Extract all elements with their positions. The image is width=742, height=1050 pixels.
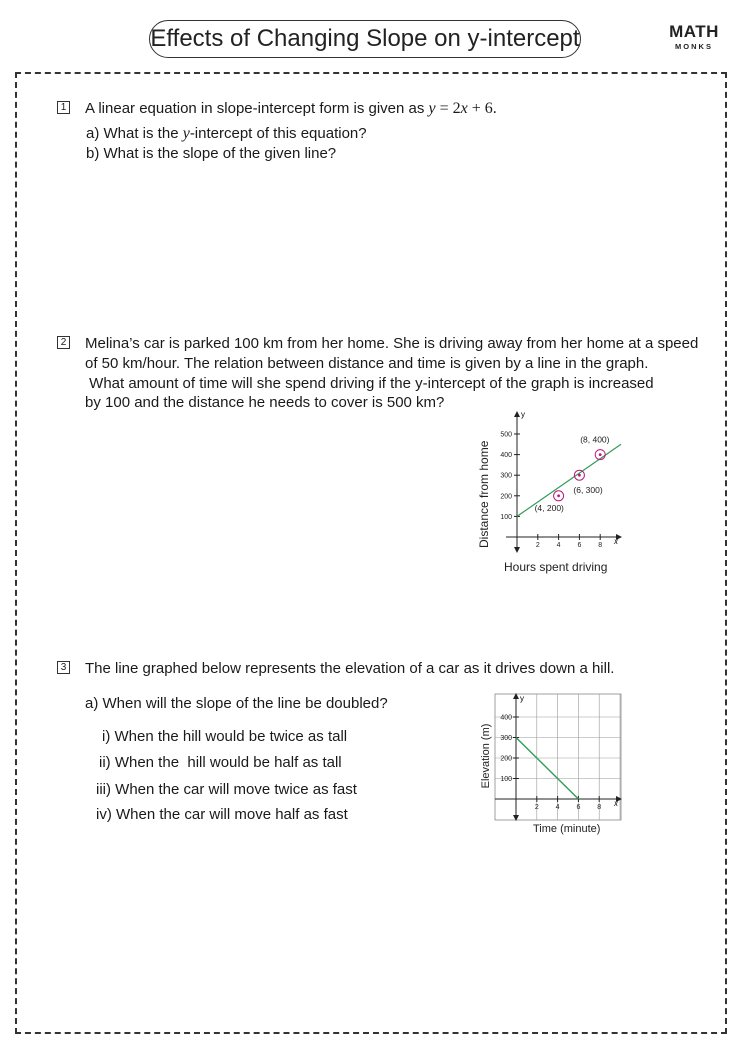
x-axis-label: Hours spent driving bbox=[504, 560, 608, 574]
y-axis-arrow bbox=[514, 411, 520, 417]
x-tick-label: 6 bbox=[577, 542, 582, 549]
logo-text-top: MATH bbox=[669, 22, 719, 41]
y-tick-label: 300 bbox=[500, 735, 512, 742]
y-axis-label: Elevation (m) bbox=[480, 723, 492, 789]
x-axis-name: x bbox=[614, 537, 618, 546]
y-tick-label: 300 bbox=[500, 472, 512, 480]
data-point bbox=[578, 474, 581, 477]
question-1-intro: A linear equation in slope-intercept form is given as bbox=[85, 100, 425, 117]
question-1b: b) What is the slope of the given line? bbox=[86, 145, 337, 162]
question-3a: a) When will the slope of the line be doubled? bbox=[85, 695, 388, 712]
data-point-label: (8, 400) bbox=[580, 434, 610, 445]
x-tick-label: 6 bbox=[576, 804, 581, 811]
question-2-line: of 50 km/hour. The relation between distance and time is given by a line in the graph. bbox=[85, 355, 649, 372]
x-tick-label: 4 bbox=[556, 542, 561, 549]
elevation-line bbox=[516, 738, 578, 800]
y-axis-name: y bbox=[520, 694, 524, 703]
y-axis-name: y bbox=[521, 410, 525, 419]
option-item: iv) When the car will move half as fast bbox=[96, 806, 348, 823]
y-tick-label: 400 bbox=[500, 714, 512, 722]
question-2-line: What amount of time will she spend driving if the y-intercept of the graph is increased bbox=[85, 375, 654, 392]
x-tick-label: 8 bbox=[597, 804, 602, 811]
x-tick-label: 8 bbox=[598, 542, 603, 549]
elevation-time-graph bbox=[475, 688, 635, 838]
question-2-line: Melina’s car is parked 100 km from her home. She is driving away from her home at a speed bbox=[85, 335, 699, 352]
y-tick-label: 400 bbox=[500, 452, 512, 460]
y-tick-label: 500 bbox=[500, 431, 512, 439]
distance-time-graph bbox=[470, 408, 630, 578]
question-1-number: 1 bbox=[57, 101, 70, 114]
question-3-number: 3 bbox=[57, 661, 70, 674]
y-tick-label: 100 bbox=[500, 513, 512, 521]
question-3-intro: The line graphed below represents the elevation of a car as it drives down a hill. bbox=[85, 660, 615, 677]
question-1-equation: y = 2x + 6. bbox=[428, 100, 497, 117]
option-item: iii) When the car will move twice as fast bbox=[96, 781, 357, 798]
option-item: ii) When the hill would be half as tall bbox=[99, 754, 342, 771]
data-point-label: (6, 300) bbox=[573, 485, 603, 496]
y-tick-label: 200 bbox=[500, 755, 512, 763]
x-tick-label: 2 bbox=[534, 804, 539, 811]
question-1a: a) What is the y-intercept of this equation? bbox=[86, 125, 367, 142]
question-2-line: by 100 and the distance he needs to cover is 500 km? bbox=[85, 394, 445, 411]
y-tick-label: 100 bbox=[500, 776, 512, 783]
page-title: Effects of Changing Slope on y-intercept bbox=[149, 20, 581, 58]
question-2-number: 2 bbox=[57, 336, 70, 349]
data-point bbox=[599, 453, 602, 456]
question-1-text bbox=[85, 99, 497, 118]
x-axis-name: x bbox=[614, 799, 618, 808]
x-tick-label: 2 bbox=[535, 542, 540, 549]
y-axis-arrow-bottom bbox=[514, 547, 520, 553]
y-axis-label: Distance from home bbox=[477, 440, 491, 548]
x-tick-label: 4 bbox=[555, 804, 560, 811]
data-point-label: (4, 200) bbox=[534, 502, 564, 513]
math-monks-logo bbox=[664, 22, 724, 52]
y-tick-label: 200 bbox=[500, 493, 512, 501]
option-item: i) When the hill would be twice as tall bbox=[102, 728, 348, 745]
logo-text-bottom: MONKS bbox=[675, 42, 713, 51]
data-point bbox=[557, 494, 560, 497]
x-axis-label: Time (minute) bbox=[533, 823, 601, 835]
